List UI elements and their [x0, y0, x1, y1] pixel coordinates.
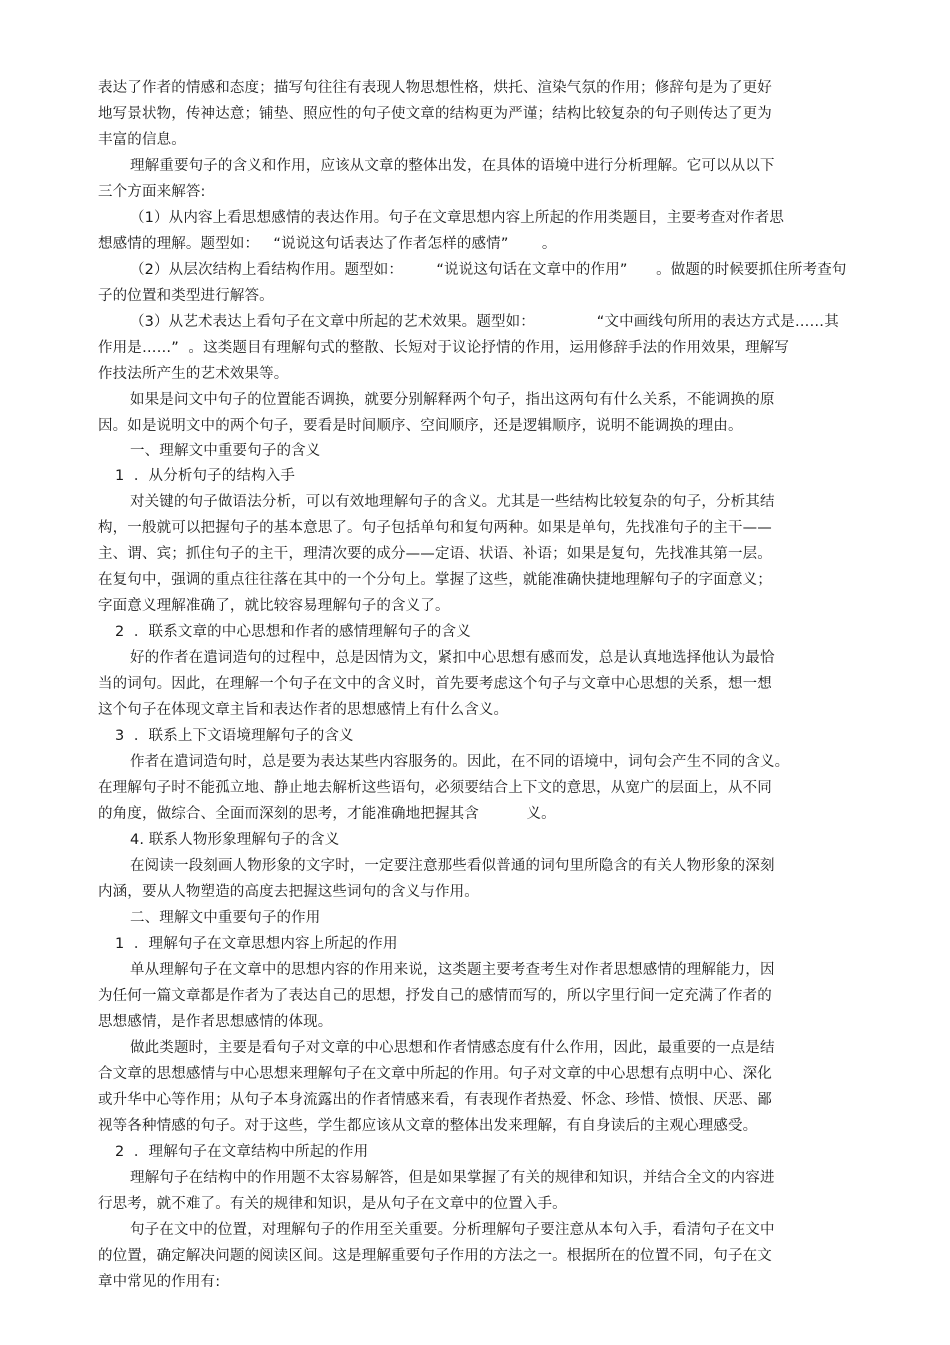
- text-line: 主、谓、宾；抓住句子的主干，理清次要的成分——定语、状语、补语；如果是复句，先找准其第一层。: [98, 546, 772, 562]
- text-line: 在阅读一段刻画人物形象的文字时，一定要注意那些看似普通的词句里所隐含的有关人物形象的深刻: [130, 858, 775, 874]
- text-line: 理解重要句子的含义和作用，应该从文章的整体出发，在具体的语境中进行分析理解。它可以从以下: [130, 158, 775, 174]
- section-heading: 二、理解文中重要句子的作用: [130, 910, 321, 926]
- text-line: 单从理解句子在文章中的思想内容的作用来说，这类题主要考查考生对作者思想感情的理解能力，因: [130, 962, 775, 978]
- text-line: 地写景状物，传神达意；铺垫、照应性的句子使文章的结构更为严谨；结构比较复杂的句子则传达了更为: [98, 106, 772, 122]
- text-line: 字面意义理解准确了，就比较容易理解句子的含义了。: [98, 598, 450, 614]
- text-line: 或升华中心等作用；从句子本身流露出的作者情感来看，有表现作者热爱、怀念、珍惜、愤恨、厌恶、鄙: [98, 1092, 772, 1108]
- text-line: 行思考，就不难了。有关的规律和知识，是从句子在文章中的位置入手。: [98, 1196, 567, 1212]
- text-line: 当的词句。因此，在理解一个句子在文中的含义时，首先要考虑这个句子与文章中心思想的关系，想一想: [98, 676, 772, 692]
- text-line: 思想感情，是作者思想感情的体现。: [98, 1014, 333, 1030]
- text-line: 章中常见的作用有:: [98, 1274, 221, 1290]
- text-line: 子的位置和类型进行解答。: [98, 288, 274, 304]
- text-line: 作技法所产生的艺术效果等。: [98, 366, 289, 382]
- text-line: 这个句子在体现文章主旨和表达作者的思想感情上有什么含义。: [98, 702, 509, 718]
- text-line: 的角度，做综合、全面而深刻的思考，才能准确地把握其含 义。: [98, 806, 556, 822]
- subsection-heading: 2 ．联系文章的中心思想和作者的感情理解句子的含义: [115, 624, 471, 640]
- text-line: 视等各种情感的句子。对于这些，学生都应该从文章的整体出发来理解，有自身读后的主观心理感受。: [98, 1118, 758, 1134]
- text-line: 理解句子在结构中的作用题不太容易解答，但是如果掌握了有关的规律和知识，并结合全文的内容进: [130, 1170, 775, 1186]
- text-line: 句子在文中的位置，对理解句子的作用至关重要。分析理解句子要注意从本句入手，看清句子在文中: [130, 1222, 775, 1238]
- text-line: 内涵，要从人物塑造的高度去把握这些词句的含义与作用。: [98, 884, 479, 900]
- text-line: 作者在遣词造句时，总是要为表达某些内容服务的。因此，在不同的语境中，词句会产生不同的含义。: [130, 754, 790, 770]
- text-line: 为任何一篇文章都是作者为了表达自己的思想，抒发自己的感情而写的，所以字里行间一定充满了作者的: [98, 988, 772, 1004]
- subsection-heading: 3 ．联系上下文语境理解句子的含义: [115, 728, 354, 744]
- text-line: 合文章的思想感情与中心思想来理解句子在文章中所起的作用。句子对文章的中心思想有点明中心、深化: [98, 1066, 772, 1082]
- text-line: 构，一般就可以把握句子的基本意思了。句子包括单句和复句两种。如果是单句，先找准句子的主干——: [98, 520, 772, 536]
- subsection-heading: 1 ．从分析句子的结构入手: [115, 468, 296, 484]
- subsection-heading: 1 ．理解句子在文章思想内容上所起的作用: [115, 936, 398, 952]
- text-line: 三个方面来解答:: [98, 184, 206, 200]
- text-line: 丰富的信息。: [98, 132, 186, 148]
- text-line: 的位置，确定解决问题的阅读区间。这是理解重要句子作用的方法之一。根据所在的位置不同，句子在文: [98, 1248, 772, 1264]
- subsection-heading: 2 ．理解句子在文章结构中所起的作用: [115, 1144, 369, 1160]
- text-line: 在理解句子时不能孤立地、静止地去解析这些语句，必须要结合上下文的意思，从宽广的层面上，从不同: [98, 780, 772, 796]
- text-line: 想感情的理解。题型如： “说说这句话表达了作者怎样的感情” 。: [98, 236, 557, 252]
- text-line: 因。如是说明文中的两个句子，要看是时间顺序、空间顺序，还是逻辑顺序，说明不能调换的理由。: [98, 418, 743, 434]
- text-line: （3）从艺术表达上看句子在文章中所起的艺术效果。题型如： “文中画线句所用的表达方式是……其: [130, 314, 839, 330]
- text-line: 表达了作者的情感和态度；描写句往往有表现人物思想性格，烘托、渲染气氛的作用；修辞句是为了更好: [98, 80, 772, 96]
- text-line: 做此类题时，主要是看句子对文章的中心思想和作者情感态度有什么作用，因此，最重要的一点是结: [130, 1040, 775, 1056]
- text-line: 对关键的句子做语法分析，可以有效地理解句子的含义。尤其是一些结构比较复杂的句子，分析其结: [130, 494, 775, 510]
- section-heading: 一、理解文中重要句子的含义: [130, 443, 321, 459]
- text-line: 在复句中，强调的重点往往落在其中的一个分句上。掌握了这些，就能准确快捷地理解句子的字面意义；: [98, 572, 772, 588]
- text-line: 作用是……” 。这类题目有理解句式的整散、长短对于议论抒情的作用，运用修辞手法的作用效果，理解写: [98, 340, 790, 356]
- text-line: （1）从内容上看思想感情的表达作用。句子在文章思想内容上所起的作用类题目，主要考查对作者思: [130, 210, 784, 226]
- text-line: 好的作者在遣词造句的过程中，总是因情为文，紧扣中心思想有感而发，总是认真地选择他认为最恰: [130, 650, 775, 666]
- text-line: （2）从层次结构上看结构作用。题型如： “说说这句话在文章中的作用” 。做题的时候要抓住所考查句: [130, 262, 847, 278]
- subsection-heading: 4. 联系人物形象理解句子的含义: [130, 832, 340, 848]
- text-line: 如果是问文中句子的位置能否调换，就要分别解释两个句子，指出这两句有什么关系，不能调换的原: [130, 392, 775, 408]
